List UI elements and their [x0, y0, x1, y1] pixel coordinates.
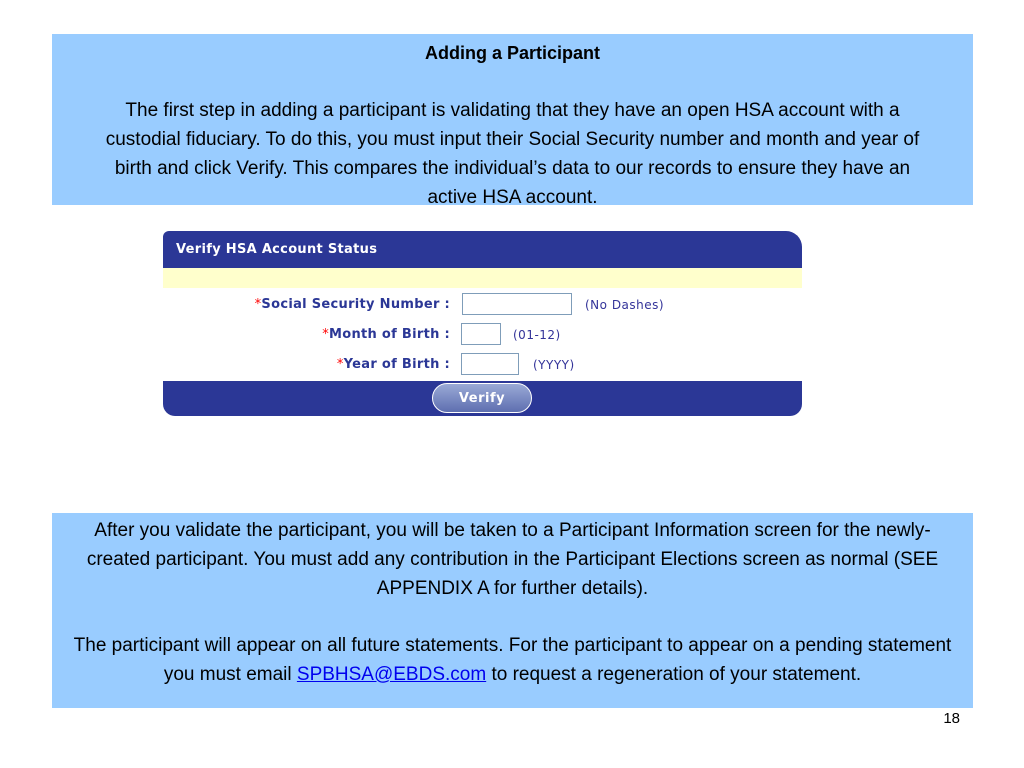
year-input[interactable] — [461, 353, 519, 375]
year-row — [163, 352, 802, 378]
page-number: 18 — [943, 710, 960, 727]
ssn-label — [255, 297, 450, 312]
year-hint: (YYYY) — [533, 358, 575, 372]
month-input[interactable] — [461, 323, 501, 345]
month-row — [163, 322, 802, 348]
intro-text-box — [52, 34, 973, 208]
followup-text-box — [52, 513, 973, 708]
month-label — [322, 327, 450, 342]
verify-hsa-form-panel — [163, 231, 802, 416]
intro-paragraph: The first step in adding a participant is validating that they have an open HSA account with a custodial fiduciary. To do this, you must input their Social Security number and month and year of birth and click Verify. This compares the individual’s data to our records to ensure they have an active HSA account. — [105, 100, 920, 208]
statement-paragraph — [72, 631, 953, 689]
month-label-text: Month of Birth : — [329, 327, 450, 342]
statement-text-before: The participant will appear on all future statements. For the participant to appear on a pending statement you must email — [73, 635, 952, 685]
form-message-strip — [163, 268, 802, 288]
ssn-input[interactable] — [462, 293, 572, 315]
ssn-row — [163, 292, 802, 318]
form-body — [163, 288, 802, 381]
form-header: Verify HSA Account Status — [176, 242, 378, 257]
year-label-text: Year of Birth : — [343, 357, 450, 372]
ssn-label-text: Social Security Number : — [261, 297, 450, 312]
month-hint: (01-12) — [513, 328, 561, 342]
ssn-hint: (No Dashes) — [585, 298, 665, 312]
required-marker: * — [322, 327, 329, 342]
slide-title: Adding a Participant — [424, 43, 601, 63]
email-link[interactable]: SPBHSA@EBDS.com — [296, 664, 487, 685]
verify-button[interactable]: Verify — [432, 383, 532, 413]
required-marker: * — [254, 297, 262, 312]
statement-text-after: to request a regeneration of your statement. — [486, 664, 862, 685]
year-label — [337, 357, 450, 372]
followup-paragraph: After you validate the participant, you will be taken to a Participant Information screen for the newly-created participant. You must add any contribution in the Participant Elections screen as normal (SEE APPENDIX A for further details). — [86, 520, 939, 599]
required-marker: * — [336, 357, 344, 372]
